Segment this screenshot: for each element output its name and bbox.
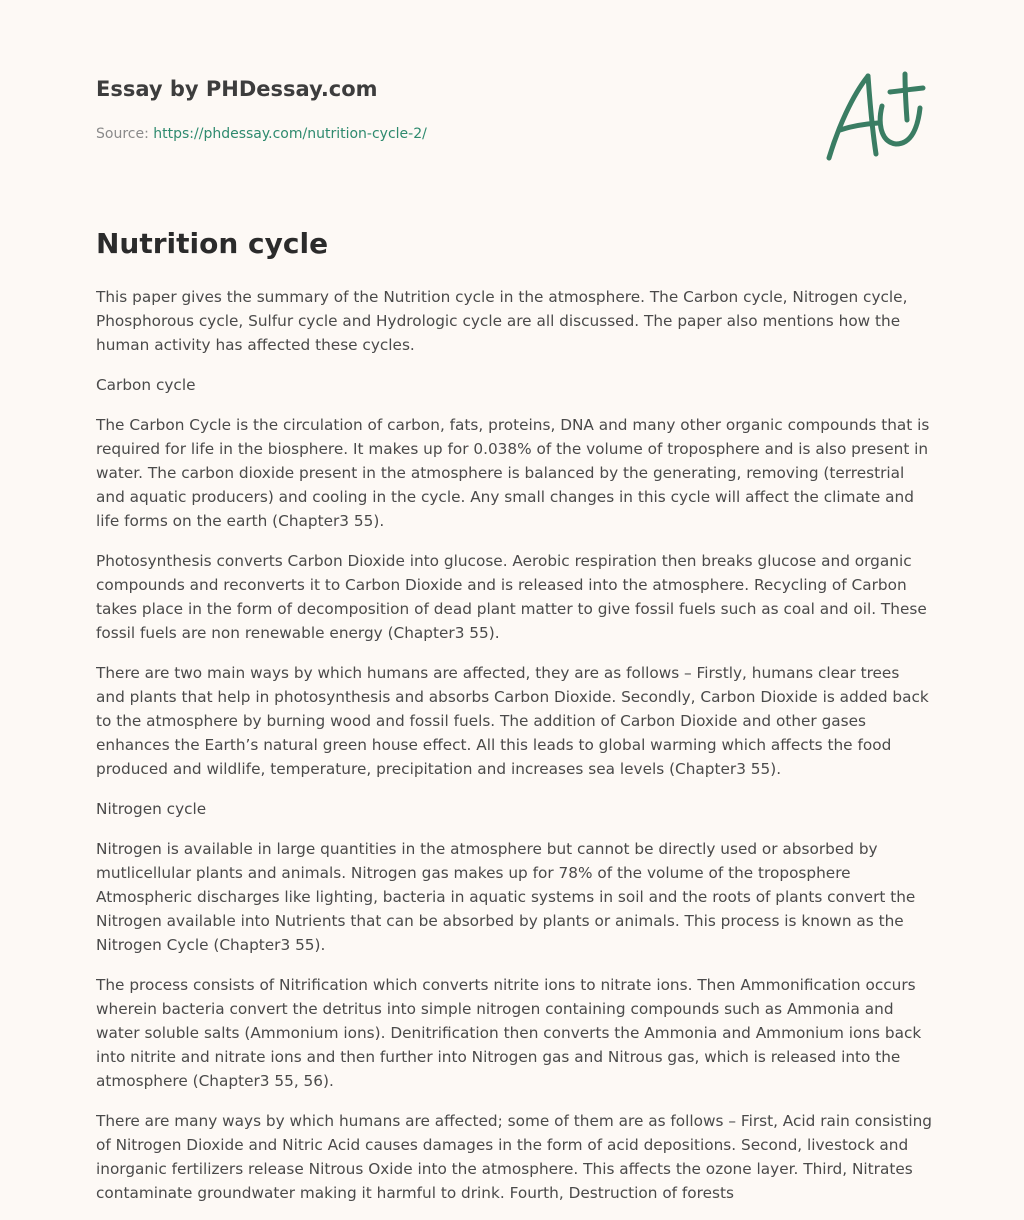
- paragraph: Nitrogen is available in large quantities in the atmosphere but cannot be directly used or absorbed by mutlicellular plants and animals. Nitrogen gas makes up for 78% of the volume of the troposphere Atmospheric discharges like lighting, bacteria in aquatic systems in soil and the roots of plants convert the Nitrogen available into Nutrients that can be absorbed by plants or animals. This process is known as the Nitrogen Cycle (Chapter3 55).: [96, 840, 916, 954]
- a-plus-logo-icon: [820, 66, 928, 166]
- essay-body: [96, 285, 932, 1205]
- site-brand: Essay by PHDessay.com: [96, 77, 378, 101]
- section-heading: Carbon cycle: [96, 376, 196, 394]
- page-header: [96, 74, 716, 144]
- paragraph: The Carbon Cycle is the circulation of carbon, fats, proteins, DNA and many other organic compounds that is required for life in the biosphere. It makes up for 0.038% of the volume of troposphere and is also present in water. The carbon dioxide present in the atmosphere is balanced by the generating, removing (terrestrial and aquatic producers) and cooling in the cycle. Any small changes in this cycle will affect the climate and life forms on the earth (Chapter3 55).: [96, 416, 930, 530]
- source-label: Source:: [96, 126, 154, 142]
- paragraph: There are many ways by which humans are affected; some of them are as follows – First, Acid rain consisting of Nitrogen Dioxide and Nitric Acid causes damages in the form of acid depositions. Second, livestock and inorganic fertilizers release Nitrous Oxide into the atmosphere. This affects the ozone layer. Third, Nitrates contaminate groundwater making it harmful to drink. Fourth, Destruction of forests: [96, 1112, 932, 1202]
- source-line: [96, 124, 716, 144]
- paragraph: Photosynthesis converts Carbon Dioxide into glucose. Aerobic respiration then breaks glucose and organic compounds and reconverts it to Carbon Dioxide and is released into the atmosphere. Recycling of Carbon takes place in the form of decomposition of dead plant matter to give fossil fuels such as coal and oil. These fossil fuels are non renewable energy (Chapter3 55).: [96, 552, 927, 642]
- essay-title: Nutrition cycle: [96, 227, 329, 260]
- source-link[interactable]: https://phdessay.com/nutrition-cycle-2/: [153, 126, 427, 142]
- paragraph: The process consists of Nitrification which converts nitrite ions to nitrate ions. Then Ammonification occurs wherein bacteria convert the detritus into simple nitrogen containing compounds such as Ammonia and water soluble salts (Ammonium ions). Denitrification then converts the Ammonia and Ammonium ions back into nitrite and nitrate ions and then further into Nitrogen gas and Nitrous gas, which is released into the atmosphere (Chapter3 55, 56).: [96, 976, 922, 1090]
- section-heading: Nitrogen cycle: [96, 800, 207, 818]
- paragraph: There are two main ways by which humans are affected, they are as follows – Firstly, humans clear trees and plants that help in photosynthesis and absorbs Carbon Dioxide. Secondly, Carbon Dioxide is added back to the atmosphere by burning wood and fossil fuels. The addition of Carbon Dioxide and other gases enhances the Earth’s natural green house effect. All this leads to global warming which affects the food produced and wildlife, temperature, precipitation and increases sea levels (Chapter3 55).: [96, 664, 929, 778]
- paragraph: This paper gives the summary of the Nutrition cycle in the atmosphere. The Carbon cycle, Nitrogen cycle, Phosphorous cycle, Sulfur cycle and Hydrologic cycle are all discussed. The paper also mentions how the human activity has affected these cycles.: [96, 288, 908, 354]
